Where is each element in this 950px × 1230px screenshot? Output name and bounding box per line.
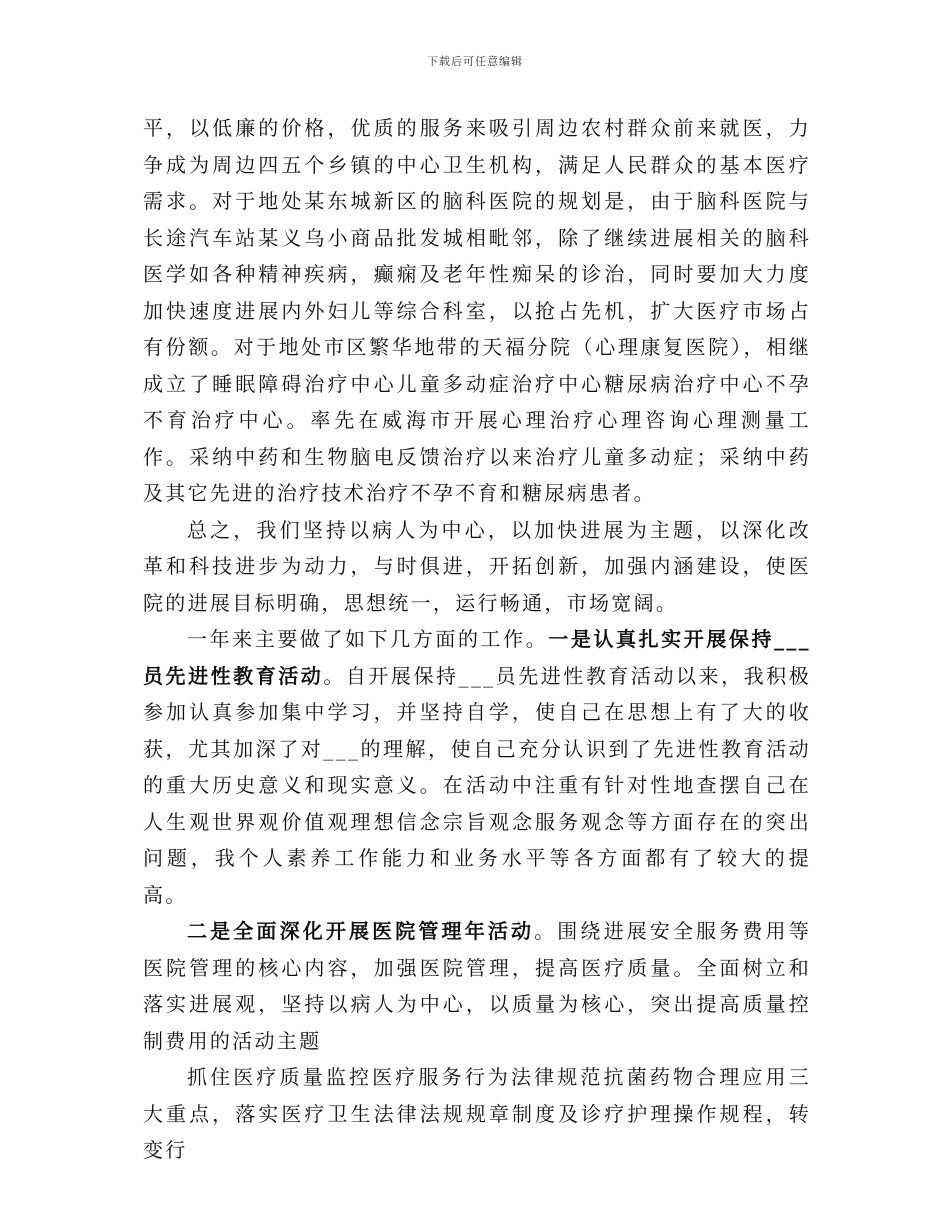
paragraph-text: 平，以低廉的价格，优质的服务来吸引周边农村群众前来就医，力争成为周边四五个乡镇的中心卫生机构，满足人民群众的基本医疗需求。对于地处某东城新区的脑科医院的规划是，由于脑科医院与长途汽车站某义乌小商品批发城相毗邻，除了继续进展相关的脑科医学如各种精神疾病，癫痫及老年性痴呆的诊治，同时要加大力度加快速度进展内外妇儿等综合科室，以抢占先机，扩大医疗市场占有份额。对于地处市区繁华地带的天福分院（心理康复医院），相继成立了睡眠障碍治疗中心儿童多动症治疗中心糖尿病治疗中心不孕不育治疗中心。率先在威海市开展心理治疗心理咨询心理测量工作。采纳中药和生物脑电反馈治疗以来治疗儿童多动症；采纳中药及其它先进的治疗技术治疗不孕不育和糖尿病患者。 [143,116,811,505]
document-body [143,110,811,1169]
paragraph-text: 。围绕进展安全服务费用等医院管理的核心内容，加强医院管理，提高医疗质量。全面树立和落实进展观，坚持以病人为中心，以质量为核心，突出提高质量控制费用的活动主题 [143,919,812,1053]
page-header: 下载后可任意编辑 [427,55,523,68]
paragraph [143,621,811,913]
paragraph-text: 一年来主要做了如下几方面的工作。 [187,627,549,651]
bold-heading: 二是全面深化开展医院管理年活动 [187,919,535,943]
paragraph [143,110,811,512]
paragraph [143,1059,811,1169]
paragraph-text: 总之，我们坚持以病人为中心，以加快进展为主题，以深化改革和科技进步为动力，与时俱进，开拓创新，加强内涵建设，使医院的进展目标明确，思想统一，运行畅通，市场宽阔。 [143,517,811,615]
paragraph-text: 抓住医疗质量监控医疗服务行为法律规范抗菌药物合理应用三大重点，落实医疗卫生法律法规规章制度及诊疗护理操作规程，转变行 [143,1065,811,1162]
bold-heading: 一是认真扎实开展保持___员先进性教育活动 [143,627,811,688]
paragraph [143,913,811,1059]
paragraph-text: 。自开展保持___员先进性教育活动以来，我积极参加认真参加集中学习，并坚持自学，使自己在思想上有了大的收获，尤其加深了对___的理解，使自己充分认识到了先进性教育活动的重大历史意义和现实意义。在活动中注重有针对性地查摆自己在人生观世界观价值观理想信念宗旨观念服务观念等方面存在的突出问题，我个人素养工作能力和业务水平等各方面都有了较大的提高。 [143,663,811,907]
paragraph [143,512,811,622]
